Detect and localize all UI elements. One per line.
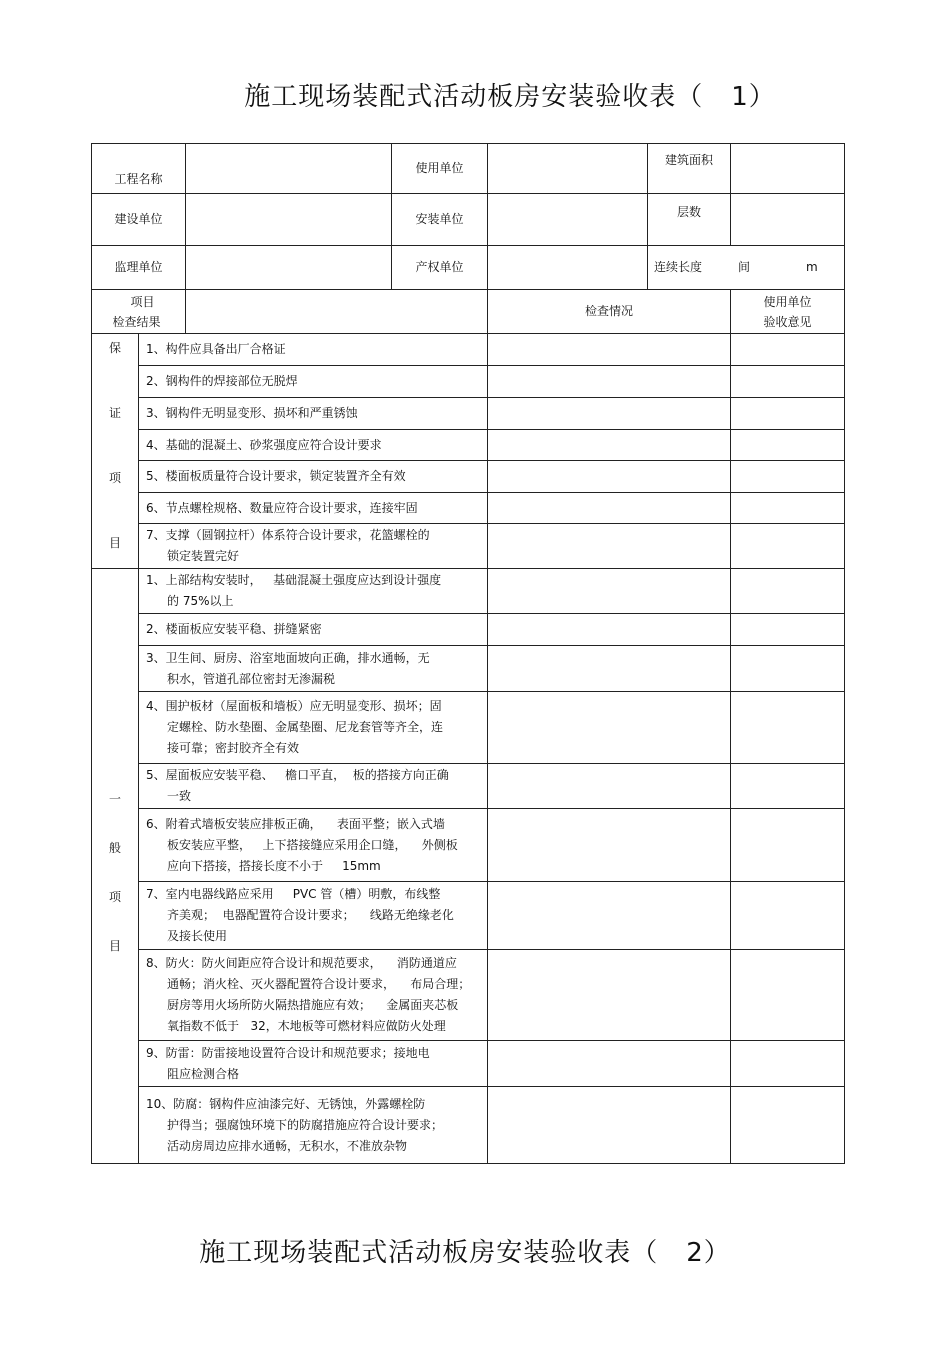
unit-jian: 间 [738, 260, 751, 274]
general-item-5 [139, 764, 488, 809]
guarantee-row [92, 398, 845, 430]
value-install-unit[interactable] [488, 194, 648, 246]
form-title-1-number: 1） [731, 82, 776, 112]
guarantee-item-6-check[interactable] [488, 493, 731, 524]
label-item-result [92, 290, 186, 334]
guarantee-item-3-line-1: 3、钢构件无明显变形、损坏和严重锈蚀 [146, 406, 358, 420]
general-item-4 [139, 692, 488, 764]
header-row-4 [92, 290, 845, 334]
general-item-1 [139, 569, 488, 614]
general-item-10-opinion[interactable] [731, 1087, 845, 1164]
general-item-1-check[interactable] [488, 569, 731, 614]
label-user-unit: 使用单位 [392, 144, 488, 194]
guarantee-item-5-opinion[interactable] [731, 461, 845, 493]
form-title-1-text: 施工现场装配式活动板房安装验收表（ [244, 82, 704, 112]
header-row-2 [92, 194, 845, 246]
general-item-1-line-2: 的 75%以上 [167, 594, 234, 608]
general-item-6 [139, 809, 488, 882]
continuous-length-cell [648, 246, 845, 290]
guarantee-item-2 [139, 366, 488, 398]
general-item-6-line-2: 板安装应平整， 上下搭接缝应采用企口缝， 外侧板 [167, 837, 458, 852]
general-item-3-check[interactable] [488, 646, 731, 692]
guarantee-item-5-line-1: 5、楼面板质量符合设计要求，锁定装置齐全有效 [146, 469, 406, 483]
label-user-opinion [731, 290, 845, 334]
guarantee-char-4: 目 [108, 536, 121, 550]
label-floors: 层数 [648, 194, 731, 246]
general-item-5-line-2: 一致 [167, 789, 192, 803]
general-row [92, 1087, 845, 1164]
general-item-2 [139, 614, 488, 646]
general-row [92, 809, 845, 882]
guarantee-char-1: 保 [108, 341, 121, 355]
general-char-3: 项 [108, 890, 121, 904]
guarantee-item-2-line-1: 2、钢构件的焊接部位无脱焊 [146, 374, 298, 388]
general-item-8-line-3: 厨房等用火场所防火隔热措施应有效； 金属面夹芯板 [167, 998, 459, 1012]
label-project-name: 工程名称 [92, 144, 186, 194]
guarantee-item-6-opinion[interactable] [731, 493, 845, 524]
guarantee-row [92, 461, 845, 493]
form-title-2-number: 2） [686, 1238, 731, 1268]
guarantee-char-3: 项 [108, 471, 121, 485]
general-row [92, 882, 845, 950]
value-construction-unit[interactable] [186, 194, 392, 246]
general-item-9 [139, 1041, 488, 1087]
general-item-7 [139, 882, 488, 950]
general-item-9-line-2: 阻应检测合格 [167, 1066, 240, 1081]
general-item-5-opinion[interactable] [731, 764, 845, 809]
form-title-1 [35, 76, 950, 113]
guarantee-item-1-line-1: 1、构件应具备出厂合格证 [146, 342, 286, 356]
general-item-4-line-1: 4、围护板材（屋面板和墙板）应无明显变形、损坏；固 [146, 699, 442, 713]
general-item-7-line-2: 齐美观； 电器配置符合设计要求； 线路无绝缘老化 [167, 908, 454, 922]
general-item-10-line-1: 10、防腐：钢构件应油漆完好、无锈蚀，外露螺栓防 [146, 1096, 426, 1111]
guarantee-section-label [92, 334, 139, 569]
value-floors[interactable] [731, 194, 845, 246]
label-supervision-unit: 监理单位 [92, 246, 186, 290]
label-continuous-length: 连续长度 [654, 260, 703, 274]
general-item-3-line-2: 积水，管道孔部位密封无渗漏税 [167, 671, 336, 686]
general-item-6-check[interactable] [488, 809, 731, 882]
general-item-8-line-2: 通畅；消火栓、灭火器配置符合设计要求， 布局合理； [167, 977, 471, 991]
value-supervision-unit[interactable] [186, 246, 392, 290]
label-building-area: 建筑面积 [648, 144, 731, 194]
guarantee-item-4-line-1: 4、基础的混凝土、砂浆强度应符合设计要求 [146, 437, 382, 452]
header-row-1 [92, 144, 845, 194]
general-item-7-line-1: 7、室内电器线路应采用 PVC 管（槽）明敷，布线整 [146, 887, 441, 901]
guarantee-item-4-opinion[interactable] [731, 430, 845, 461]
form-title-2-text: 施工现场装配式活动板房安装验收表（ [199, 1238, 659, 1268]
general-item-1-opinion[interactable] [731, 569, 845, 614]
guarantee-item-5-check[interactable] [488, 461, 731, 493]
general-item-6-opinion[interactable] [731, 809, 845, 882]
guarantee-item-1 [139, 334, 488, 366]
general-item-4-opinion[interactable] [731, 692, 845, 764]
guarantee-item-7 [139, 524, 488, 569]
general-row [92, 950, 845, 1041]
general-row [92, 1041, 845, 1087]
general-item-10-line-3: 活动房周边应排水通畅，无积水，不准放杂物 [167, 1138, 408, 1153]
value-project-name[interactable] [186, 144, 392, 194]
general-item-10 [139, 1087, 488, 1164]
guarantee-item-6 [139, 493, 488, 524]
general-item-7-check[interactable] [488, 882, 731, 950]
general-item-10-line-2: 护得当；强腐蚀环境下的防腐措施应符合设计要求； [167, 1117, 444, 1132]
value-user-unit[interactable] [488, 144, 648, 194]
guarantee-item-6-line-1: 6、节点螺栓规格、数量应符合设计要求，连接牢固 [146, 500, 418, 515]
general-row [92, 692, 845, 764]
value-property-unit[interactable] [488, 246, 648, 290]
guarantee-item-4 [139, 430, 488, 461]
general-item-7-line-3: 及接长使用 [167, 929, 228, 943]
label-construction-unit: 建设单位 [92, 194, 186, 246]
guarantee-item-4-check[interactable] [488, 430, 731, 461]
general-row [92, 614, 845, 646]
label-user-opinion-2: 验收意见 [763, 314, 812, 329]
general-item-9-check[interactable] [488, 1041, 731, 1087]
general-row [92, 764, 845, 809]
guarantee-item-5 [139, 461, 488, 493]
guarantee-item-3-check[interactable] [488, 398, 731, 430]
guarantee-item-7-line-1: 7、支撑（圆钢拉杆）体系符合设计要求，花篮螺栓的 [146, 528, 430, 542]
guarantee-item-1-opinion[interactable] [731, 334, 845, 366]
general-item-8-opinion[interactable] [731, 950, 845, 1041]
guarantee-row [92, 430, 845, 461]
guarantee-item-1-check[interactable] [488, 334, 731, 366]
general-item-5-line-1: 5、屋面板应安装平稳、 檐口平直， 板的搭接方向正确 [146, 768, 449, 782]
general-item-7-opinion[interactable] [731, 882, 845, 950]
general-char-1: 一 [108, 792, 121, 806]
general-item-2-check[interactable] [488, 614, 731, 646]
general-item-1-line-1: 1、上部结构安装时， 基础混凝土强度应达到设计强度 [146, 573, 442, 587]
guarantee-row [92, 366, 845, 398]
guarantee-row [92, 524, 845, 569]
guarantee-item-2-check[interactable] [488, 366, 731, 398]
general-section-label [92, 569, 139, 1164]
general-row [92, 569, 845, 614]
unit-m: m [806, 260, 818, 274]
guarantee-item-7-check[interactable] [488, 524, 731, 569]
label-install-unit: 安装单位 [392, 194, 488, 246]
general-char-2: 般 [108, 841, 121, 855]
general-item-8-line-1: 8、防火：防火间距应符合设计和规范要求， 消防通道应 [146, 956, 457, 970]
guarantee-item-7-opinion[interactable] [731, 524, 845, 569]
guarantee-item-3-opinion[interactable] [731, 398, 845, 430]
label-property-unit: 产权单位 [392, 246, 488, 290]
guarantee-item-3 [139, 398, 488, 430]
item-header-blank [186, 290, 488, 334]
guarantee-char-2: 证 [108, 406, 121, 420]
general-item-5-check[interactable] [488, 764, 731, 809]
label-result: 检查结果 [112, 314, 161, 329]
general-item-8-line-4: 氧指数不低于 32，木地板等可燃材料应做防火处理 [167, 1019, 446, 1033]
general-item-9-line-1: 9、防雷：防雷接地设置符合设计和规范要求；接地电 [146, 1045, 430, 1060]
guarantee-row [92, 493, 845, 524]
general-item-3 [139, 646, 488, 692]
general-item-2-opinion[interactable] [731, 614, 845, 646]
guarantee-item-2-opinion[interactable] [731, 366, 845, 398]
general-item-3-line-1: 3、卫生间、厨房、浴室地面坡向正确，排水通畅，无 [146, 650, 430, 665]
label-user-opinion-1: 使用单位 [763, 294, 812, 309]
general-item-2-line-1: 2、楼面板应安装平稳、拼缝紧密 [146, 622, 322, 636]
general-char-4: 目 [108, 939, 121, 953]
general-item-4-check[interactable] [488, 692, 731, 764]
guarantee-item-7-line-2: 锁定装置完好 [167, 549, 240, 563]
label-item: 项目 [130, 294, 155, 309]
general-item-4-line-3: 接可靠；密封胶齐全有效 [167, 741, 300, 755]
general-row [92, 646, 845, 692]
label-check-situation: 检查情况 [488, 290, 731, 334]
general-item-6-line-3: 应向下搭接，搭接长度不小于 15mm [167, 858, 381, 873]
general-item-10-check[interactable] [488, 1087, 731, 1164]
form-title-2 [0, 1232, 940, 1269]
general-item-6-line-1: 6、附着式墙板安装应排板正确， 表面平整；嵌入式墙 [146, 816, 445, 831]
general-item-4-line-2: 定螺栓、防水垫圈、金属垫圈、尼龙套管等齐全，连 [167, 720, 444, 734]
header-row-3 [92, 246, 845, 290]
general-item-9-opinion[interactable] [731, 1041, 845, 1087]
general-item-8-check[interactable] [488, 950, 731, 1041]
value-building-area[interactable] [731, 144, 845, 194]
general-item-8 [139, 950, 488, 1041]
general-item-3-opinion[interactable] [731, 646, 845, 692]
acceptance-table [91, 143, 845, 1164]
guarantee-row [92, 334, 845, 366]
